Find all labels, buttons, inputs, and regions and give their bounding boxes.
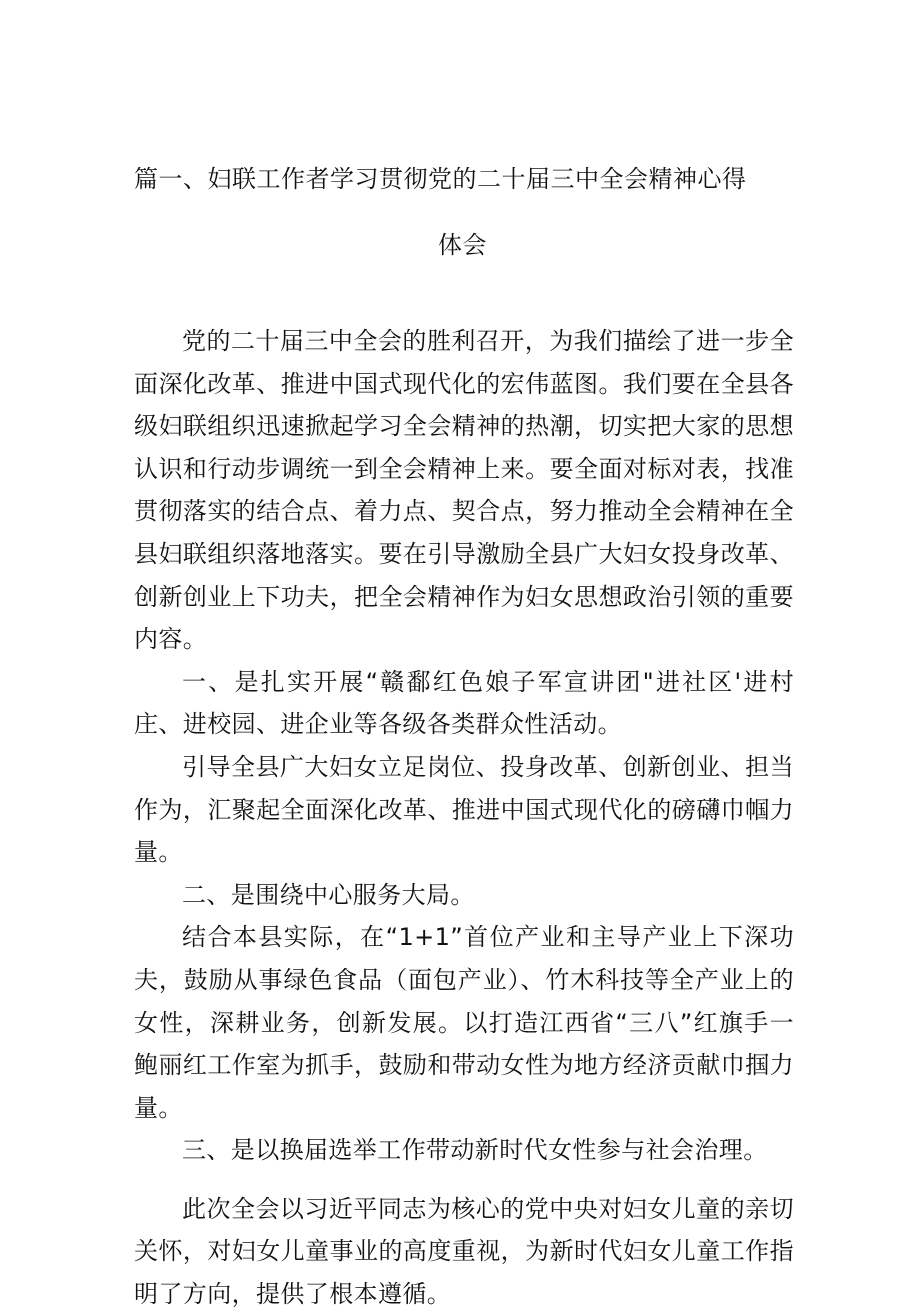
document-title-line-1: 篇一、妇联工作者学习贯彻党的二十届三中全会精神心得 — [134, 165, 747, 193]
paragraph-point-2: 二、是围绕中心服务大局。 — [182, 880, 475, 909]
paragraph-point-2-detail: 结合本县实际，在“1+1”首位产业和主导产业上下深功夫，鼓励从事绿色食品（面包产业）、竹木科技等全产业上的女性，深耕业务，创新发展。以打造江西省“三八”红旗手一鲍丽红工作室为抓手，鼓励和带动女性为地方经济贡献巾掴力量。 — [134, 923, 794, 1122]
paragraph-point-3: 三、是以换届选举工作带动新时代女性参与社会治理。 — [182, 1136, 768, 1165]
document-body — [134, 320, 794, 1316]
paragraph-point-1-detail: 引导全县广大妇女立足岗位、投身改革、创新创业、担当作为，汇聚起全面深化改革、推进中国式现代化的磅礴巾帼力量。 — [134, 752, 794, 867]
paragraph-intro: 党的二十届三中全会的胜利召开，为我们描绘了进一步全面深化改革、推进中国式现代化的宏伟蓝图。我们要在全县各级妇联组织迅速掀起学习全会精神的热潮，切实把大家的思想认识和行动步调统一到全会精神上来。要全面对标对表，找准贯彻落实的结合点、着力点、契合点，努力推动全会精神在全县妇联组织落地落实。要在引导激励全县广大妇女投身改革、创新创业上下功夫，把全会精神作为妇女思想政治引领的重要内容。 — [134, 327, 794, 654]
document-title-line-2: 体会 — [438, 231, 487, 259]
paragraph-point-1: 一、是扎实开展“赣鄱红色娘子军宣讲团"进社区'进村庄、进校园、进企业等各级各类群众性活动。 — [134, 667, 794, 739]
paragraph-closing: 此次全会以习近平同志为核心的党中央对妇女儿童的亲切关怀，对妇女儿童事业的高度重视，为新时代妇女儿童工作指明了方向，提供了根本遵循。 — [134, 1194, 794, 1309]
